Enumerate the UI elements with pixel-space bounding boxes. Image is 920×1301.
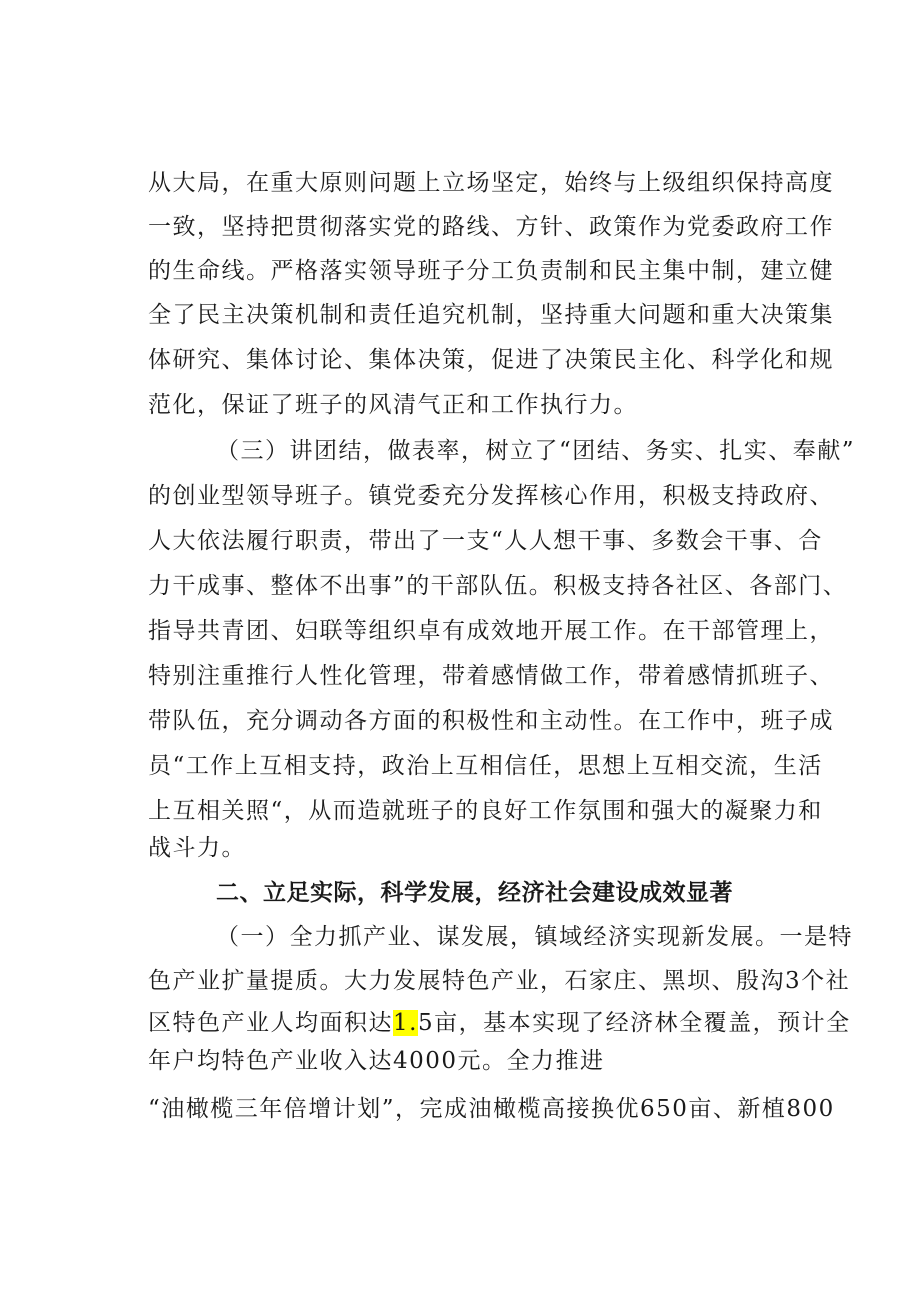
paragraph-start-line: （三）讲团结，做表率，树立了“团结、务实、扎实、奉献” [216, 438, 856, 464]
body-line: 员“工作上互相支持，政治上互相信任，思想上互相交流，生活 [148, 753, 823, 779]
body-line: 体研究、集体讨论、集体决策，促进了决策民主化、科学化和规 [148, 347, 834, 373]
body-line: 一致，坚持把贯彻落实党的路线、方针、政策作为党委政府工作 [148, 214, 834, 240]
body-line: 范化，保证了班子的风清气正和工作执行力。 [148, 392, 638, 418]
body-line: 特别注重推行人性化管理，带着感情做工作，带着感情抓班子、 [148, 663, 834, 689]
body-line: 力干成事、整体不出事”的干部队伍。积极支持各社区、各部门、 [148, 573, 848, 599]
body-line: 从大局，在重大原则问题上立场坚定，始终与上级组织保持高度 [148, 170, 834, 196]
highlighted-text: 1. [393, 1010, 418, 1036]
body-line: 色产业扩量提质。大力发展特色产业，石家庄、黑坝、殷沟3个社 [148, 968, 851, 994]
body-line: 的创业型领导班子。镇党委充分发挥核心作用，积极支持政府、 [148, 483, 834, 509]
body-line: 全了民主决策机制和责任追究机制，坚持重大问题和重大决策集 [148, 302, 834, 328]
text-after-highlight: 5亩，基本实现了经济林全覆盖，预计全 [417, 1010, 851, 1036]
body-line-highlighted [148, 1008, 851, 1038]
body-line: 人大依法履行职责，带出了一支“人人想干事、多数会干事、合 [148, 528, 823, 554]
body-line: 指导共青团、妇联等组织卓有成效地开展工作。在干部管理上， [148, 618, 834, 644]
body-line: 战斗力。 [148, 835, 246, 861]
body-line: 带队伍，充分调动各方面的积极性和主动性。在工作中，班子成 [148, 708, 834, 734]
paragraph-start-line: （一）全力抓产业、谋发展，镇域经济实现新发展。一是特 [216, 924, 853, 950]
text-before-highlight: 区特色产业人均面积达 [148, 1010, 393, 1036]
section-heading: 二、立足实际，科学发展，经济社会建设成效显著 [216, 880, 733, 906]
body-line: 年户均特色产业收入达4000元。全力推进 [148, 1048, 605, 1074]
body-line: 的生命线。严格落实领导班子分工负责制和民主集中制，建立健 [148, 258, 834, 284]
body-line: “油橄榄三年倍增计划”，完成油橄榄高接换优650亩、新植800 [148, 1096, 835, 1122]
body-line: 上互相关照“，从而造就班子的良好工作氛围和强大的凝聚力和 [148, 798, 823, 824]
